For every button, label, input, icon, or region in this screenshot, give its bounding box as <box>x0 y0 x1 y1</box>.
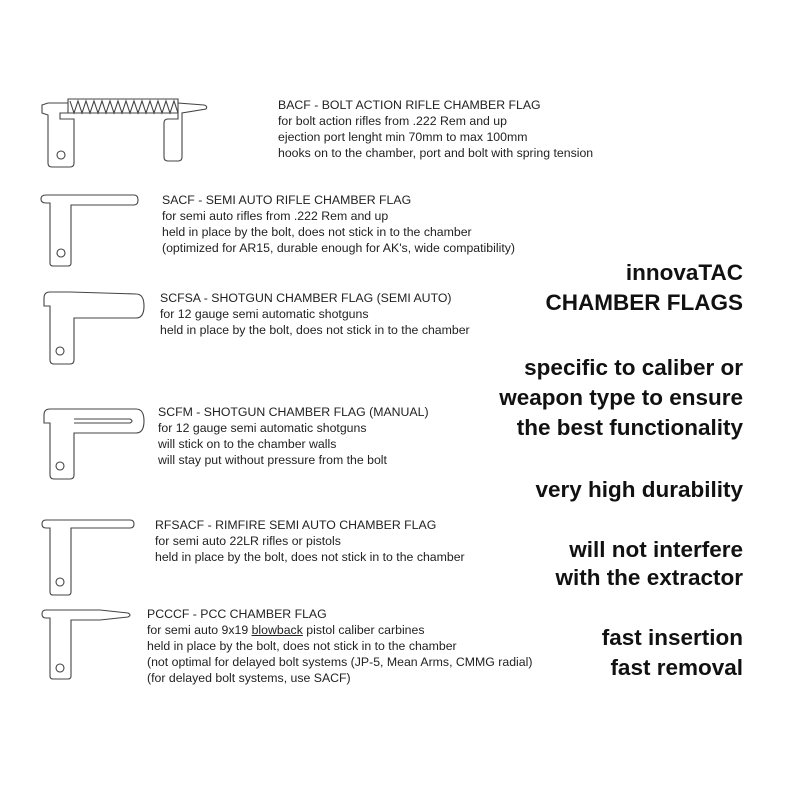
product-line: (not optimal for delayed bolt systems (JP-5, Mean Arms, CMMG radial) <box>147 655 533 669</box>
scfsa-description <box>160 290 470 338</box>
headline-line: very high durability <box>535 477 743 502</box>
brand-headline <box>546 258 744 318</box>
durability-headline <box>535 475 743 505</box>
product-line: (optimized for AR15, durable enough for AK's, wide compatibility) <box>162 241 515 255</box>
product-line: for semi auto rifles from .222 Rem and up <box>162 209 389 223</box>
product-title: SCFM - SHOTGUN CHAMBER FLAG (MANUAL) <box>158 405 429 419</box>
headline-line: will not interfere <box>569 537 743 562</box>
product-line: ejection port lenght min 70mm to max 100mm <box>278 130 528 144</box>
brand-subtitle: CHAMBER FLAGS <box>545 290 743 315</box>
sacf-flag-drawing <box>38 193 143 268</box>
product-line: for 12 gauge semi automatic shotguns <box>158 421 367 435</box>
headline-line: the best functionality <box>516 415 743 440</box>
speed-headline <box>602 623 743 683</box>
headline-line: with the extractor <box>555 565 743 590</box>
bacf-flag-drawing <box>38 95 208 170</box>
text: for semi auto 9x19 <box>147 623 252 637</box>
product-title: BACF - BOLT ACTION RIFLE CHAMBER FLAG <box>278 98 541 112</box>
scfm-description <box>158 404 429 468</box>
product-line: hooks on to the chamber, port and bolt with spring tension <box>278 146 594 160</box>
product-line: held in place by the bolt, does not stick in to the chamber <box>155 550 465 564</box>
rfsacf-flag-drawing <box>40 518 140 598</box>
product-line: held in place by the bolt, does not stick in to the chamber <box>147 639 457 653</box>
headline-line: weapon type to ensure <box>499 385 743 410</box>
brand-name: innovaTAC <box>625 260 743 285</box>
product-title: RFSACF - RIMFIRE SEMI AUTO CHAMBER FLAG <box>155 518 437 532</box>
headline-line: specific to caliber or <box>524 355 743 380</box>
product-title: PCCCF - PCC CHAMBER FLAG <box>147 607 327 621</box>
scfm-flag-drawing <box>40 403 150 483</box>
sacf-description <box>162 192 515 256</box>
caliber-headline <box>499 353 743 443</box>
product-line: for 12 gauge semi automatic shotguns <box>160 307 369 321</box>
product-line: (for delayed bolt systems, use SACF) <box>147 671 351 685</box>
scfsa-flag-drawing <box>40 288 150 368</box>
text: pistol caliber carbines <box>302 623 425 637</box>
product-line: will stay put without pressure from the bolt <box>158 453 387 467</box>
bacf-description <box>278 97 593 161</box>
product-line: for semi auto 22LR rifles or pistols <box>155 534 341 548</box>
headline-line: fast insertion <box>601 625 743 650</box>
pcccf-flag-drawing <box>40 608 140 683</box>
underlined-text: blowback <box>251 623 303 637</box>
headline-line: fast removal <box>610 655 743 680</box>
pcccf-description <box>147 606 532 686</box>
product-title: SCFSA - SHOTGUN CHAMBER FLAG (SEMI AUTO) <box>160 291 452 305</box>
product-line <box>147 622 532 638</box>
product-line: held in place by the bolt, does not stick in to the chamber <box>160 323 470 337</box>
product-line: will stick on to the chamber walls <box>158 437 337 451</box>
product-title: SACF - SEMI AUTO RIFLE CHAMBER FLAG <box>162 193 412 207</box>
product-line: held in place by the bolt, does not stick in to the chamber <box>162 225 472 239</box>
extractor-headline <box>555 536 743 592</box>
product-line: for bolt action rifles from .222 Rem and up <box>278 114 507 128</box>
rfsacf-description <box>155 517 465 565</box>
